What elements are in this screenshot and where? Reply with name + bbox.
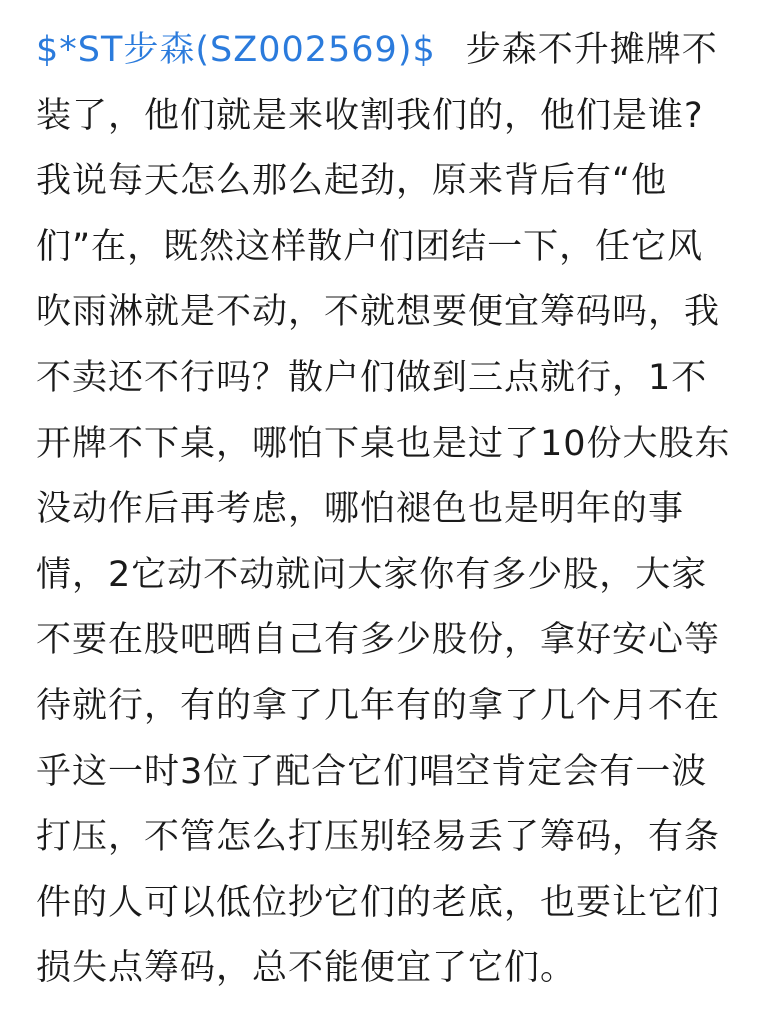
stock-tag-link[interactable]: $*ST步森(SZ002569)$	[36, 30, 436, 70]
post-line-10: 不要在股吧晒自己有多少股份，拿好安心等	[36, 620, 721, 661]
post-line-2: 装了，他们就是来收割我们的，他们是谁?	[36, 95, 704, 136]
post-line-11: 待就行，有的拿了几年有的拿了几个月不在	[36, 685, 721, 726]
post-line-9: 情，2它动不动就问大家你有多少股，大家	[36, 554, 708, 595]
post-line-15: 损失点筹码，总不能便宜了它们。	[36, 948, 577, 989]
post-line-3: 我说每天怎么那么起劲，原来背后有“他	[36, 161, 668, 202]
post-line-5: 吹雨淋就是不动，不就想要便宜筹码吗，我	[36, 292, 721, 333]
post-line-12: 乎这一时3位了配合它们唱空肯定会有一波	[36, 751, 708, 792]
post-line-8: 没动作后再考虑，哪怕褪色也是明年的事	[36, 489, 685, 530]
post-line-14: 件的人可以低位抄它们的老底，也要让它们	[36, 882, 721, 923]
post-body	[36, 18, 742, 1002]
post-line-13: 打压，不管怎么打压别轻易丢了筹码，有条	[36, 817, 721, 858]
post-line-1	[36, 18, 742, 84]
post-line-6: 不卖还不行吗？散户们做到三点就行，1不	[36, 357, 708, 398]
post-line-4: 们”在，既然这样散户们团结一下，任它风	[36, 226, 704, 267]
post-line-7: 开牌不下桌，哪怕下桌也是过了10份大股东	[36, 423, 731, 464]
post-text-first-line: 步森不升摊牌不	[465, 30, 718, 70]
